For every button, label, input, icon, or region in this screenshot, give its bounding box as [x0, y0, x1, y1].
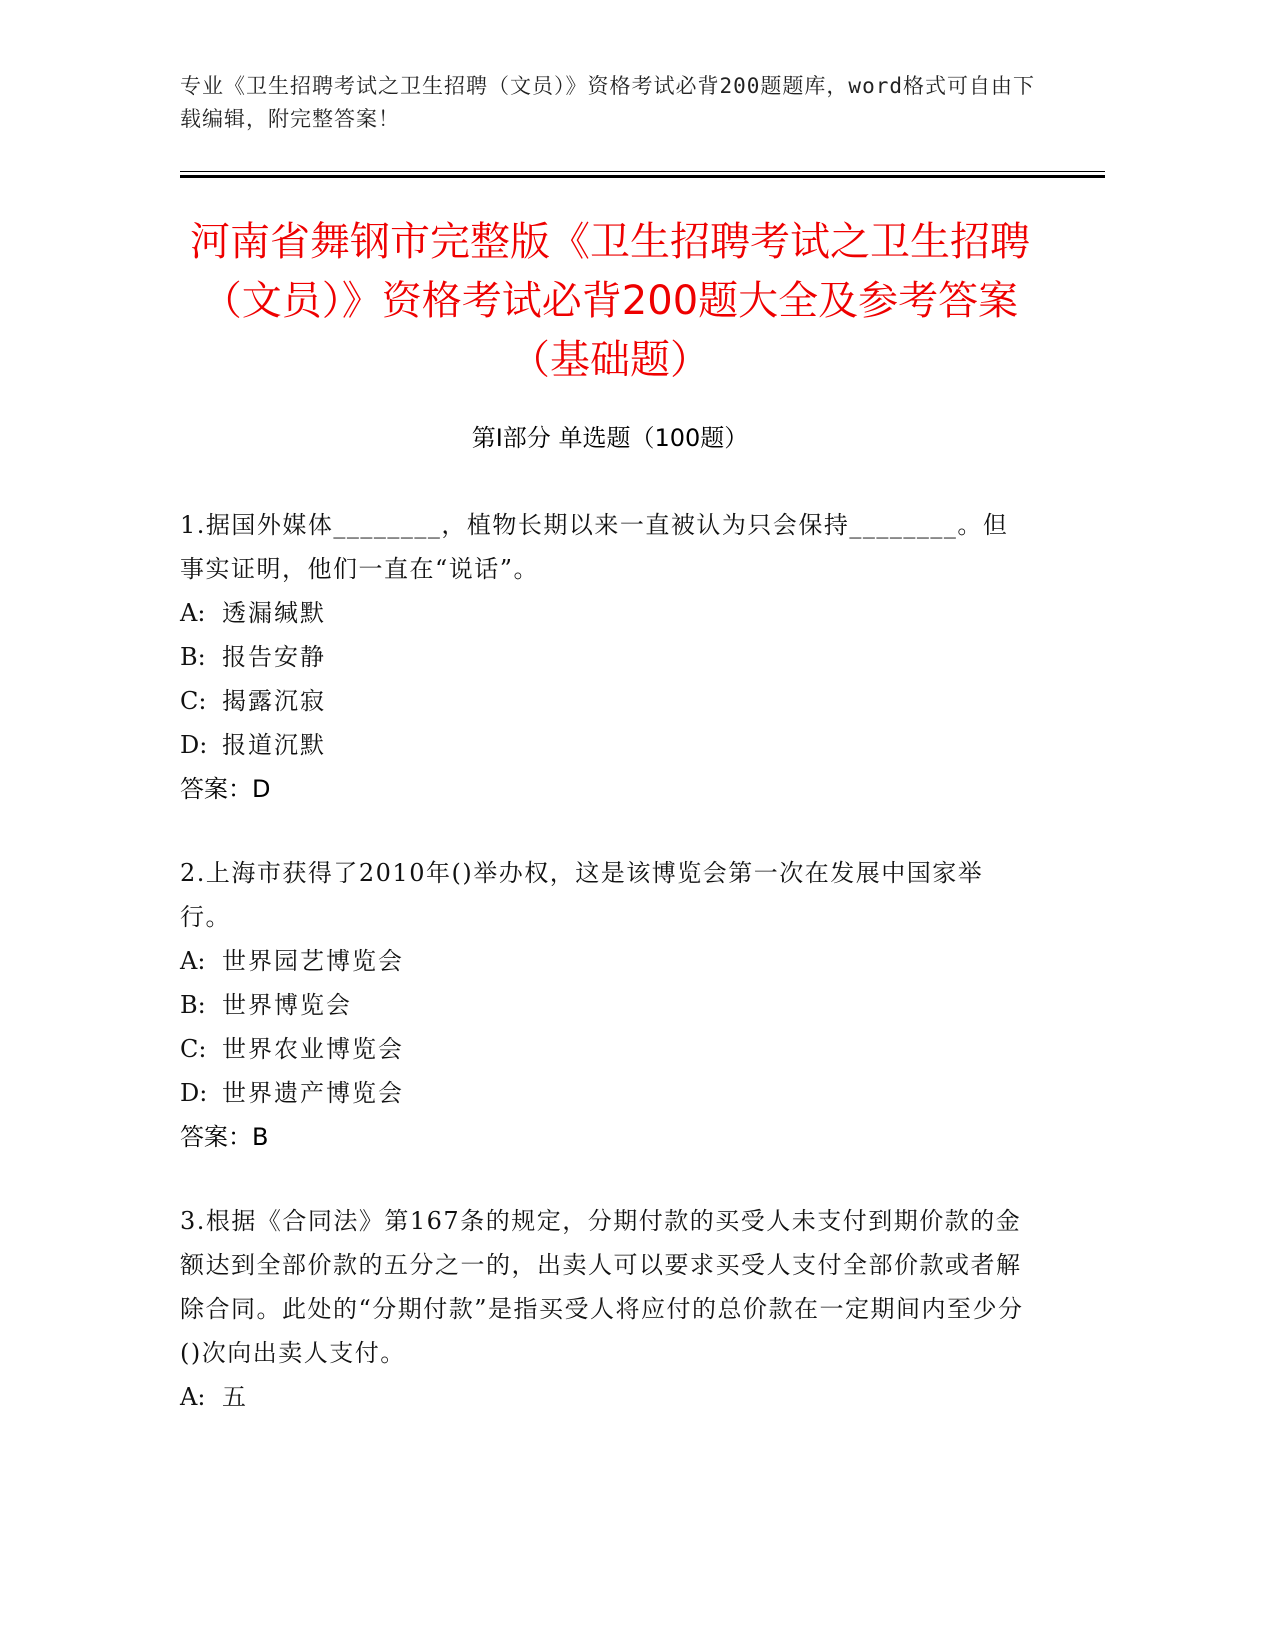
answer-label: 答案： [180, 1123, 252, 1151]
option-text: 世界遗产博览会 [222, 1079, 404, 1107]
question-stem: 2.上海市获得了2010年()举办权，这是该博览会第一次在发展中国家举行。 [180, 859, 984, 931]
option-key: A: [180, 947, 206, 975]
option-b [180, 635, 1025, 679]
option-key: B: [180, 991, 206, 1019]
question-3 [180, 1199, 1025, 1419]
answer-value: D [252, 775, 271, 803]
option-b [180, 983, 1025, 1027]
answer-line [180, 767, 1025, 811]
answer-line [180, 1115, 1025, 1159]
option-c [180, 1027, 1025, 1071]
option-a [180, 591, 1025, 635]
option-key: C: [180, 687, 207, 715]
option-text: 透漏缄默 [222, 599, 326, 627]
option-text: 五 [222, 1383, 248, 1411]
option-text: 世界博览会 [222, 991, 352, 1019]
option-a [180, 939, 1025, 983]
question-list [180, 503, 1025, 1459]
option-c [180, 679, 1025, 723]
question-stem: 3.根据《合同法》第167条的规定，分期付款的买受人未支付到期价款的金额达到全部价款的五分之一的，出卖人可以要求买受人支付全部价款或者解除合同。此处的“分期付款”是指买受人将应付的总价款在一定期间内至少分()次向出卖人支付。 [180, 1207, 1024, 1367]
header-note: 专业《卫生招聘考试之卫生招聘（文员）》资格考试必背200题题库，word格式可自由下载编辑，附完整答案！ [180, 74, 1035, 131]
option-d [180, 723, 1025, 767]
option-key: D: [180, 1079, 208, 1107]
question-1 [180, 503, 1025, 811]
answer-label: 答案： [180, 775, 252, 803]
option-text: 报告安静 [222, 643, 326, 671]
option-text: 报道沉默 [222, 731, 326, 759]
option-text: 揭露沉寂 [222, 687, 326, 715]
option-a [180, 1375, 1025, 1419]
header-divider-thin [180, 171, 1105, 172]
option-key: A: [180, 599, 206, 627]
option-d [180, 1071, 1025, 1115]
option-key: D: [180, 731, 208, 759]
header-divider-thick [180, 175, 1105, 178]
option-key: B: [180, 643, 206, 671]
section-heading: 第Ⅰ部分 单选题（100题） [471, 424, 749, 452]
question-2 [180, 851, 1025, 1159]
document-title: 河南省舞钢市完整版《卫生招聘考试之卫生招聘（文员）》资格考试必背200题大全及参考答案（基础题） [190, 219, 1030, 383]
option-key: A: [180, 1383, 206, 1411]
option-text: 世界农业博览会 [222, 1035, 404, 1063]
answer-value: B [252, 1123, 269, 1151]
question-stem: 1.据国外媒体________，植物长期以来一直被认为只会保持________。但事实证明，他们一直在“说话”。 [180, 511, 1009, 583]
option-text: 世界园艺博览会 [222, 947, 404, 975]
option-key: C: [180, 1035, 207, 1063]
